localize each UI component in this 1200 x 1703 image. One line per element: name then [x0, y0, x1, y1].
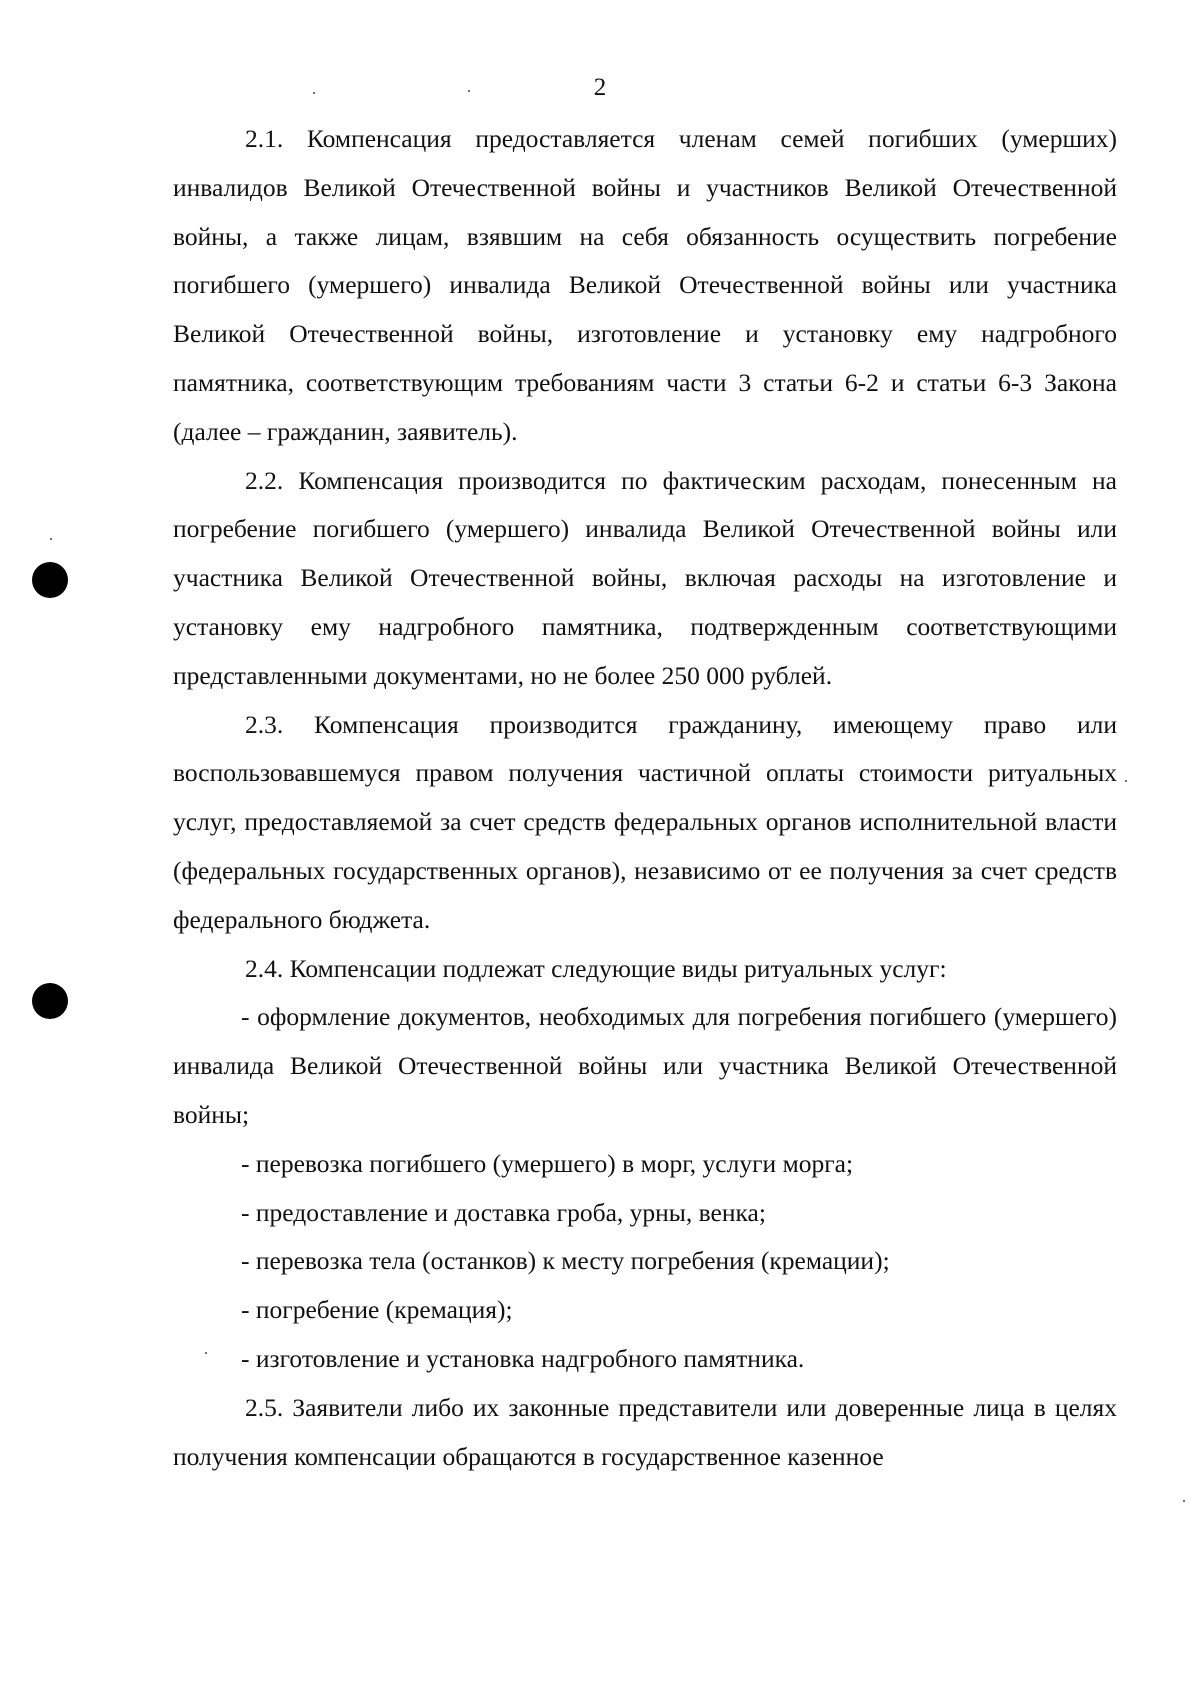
- list-item-coffin: - предоставление и доставка гроба, урны, венка;: [241, 1197, 766, 1227]
- document-body: [173, 115, 1117, 1481]
- punch-hole-top: [32, 562, 68, 598]
- list-item-transport-burial: - перевозка тела (останков) к месту погребения (кремации);: [241, 1246, 890, 1276]
- paragraph-2-2: 2.2. Компенсация производится по фактическим расходам, понесенным на погребение погибшего (умершего) инвалида Великой Отечественной войны или участника Великой Отечественной войны, включая расходы на изготовление и установку ему надгробного памятника, подтвержденным соответствующими представленными документами, но не более 250 000 рублей.: [173, 465, 1117, 690]
- scan-speck: [1183, 1500, 1185, 1502]
- list-item-transport-morgue: - перевозка погибшего (умершего) в морг, услуги морга;: [241, 1148, 854, 1178]
- page-number: 2: [593, 74, 607, 101]
- scan-speck: [313, 92, 315, 94]
- paragraph-2-1: 2.1. Компенсация предоставляется членам семей погибших (умерших) инвалидов Великой Отечественной войны и участников Великой Отечественной войны, а также лицам, взявшим на себя обязанность осуществить погребение погибшего (умершего) инвалида Великой Отечественной войны или участника Великой Отечественной войны, изготовление и установку ему надгробного памятника, соответствующим требованиям части 3 статьи 6-2 и статьи 6-3 Закона (далее – гражданин, заявитель).: [173, 124, 1117, 446]
- scan-speck: [1125, 780, 1127, 782]
- list-item-burial: - погребение (кремация);: [241, 1295, 513, 1325]
- scan-speck: [468, 90, 470, 92]
- punch-hole-bottom: [32, 983, 68, 1019]
- list-item-monument: - изготовление и установка надгробного памятника.: [241, 1343, 805, 1373]
- paragraph-2-5: 2.5. Заявители либо их законные представители или доверенные лица в целях получения компенсации обращаются в государственное казенное: [173, 1392, 1117, 1471]
- scan-speck: [50, 538, 52, 540]
- paragraph-2-3: 2.3. Компенсация производится гражданину, имеющему право или воспользовавшемуся правом получения частичной оплаты стоимости ритуальных услуг, предоставляемой за счет средств федеральных органов исполнительной власти (федеральных государственных органов), независимо от ее получения за счет средств федерального бюджета.: [173, 709, 1117, 934]
- list-item-documents: - оформление документов, необходимых для погребения погибшего (умершего) инвалида Великой Отечественной войны или участника Великой Отечественной войны;: [173, 1002, 1117, 1129]
- paragraph-2-4: 2.4. Компенсации подлежат следующие виды ритуальных услуг:: [245, 953, 947, 983]
